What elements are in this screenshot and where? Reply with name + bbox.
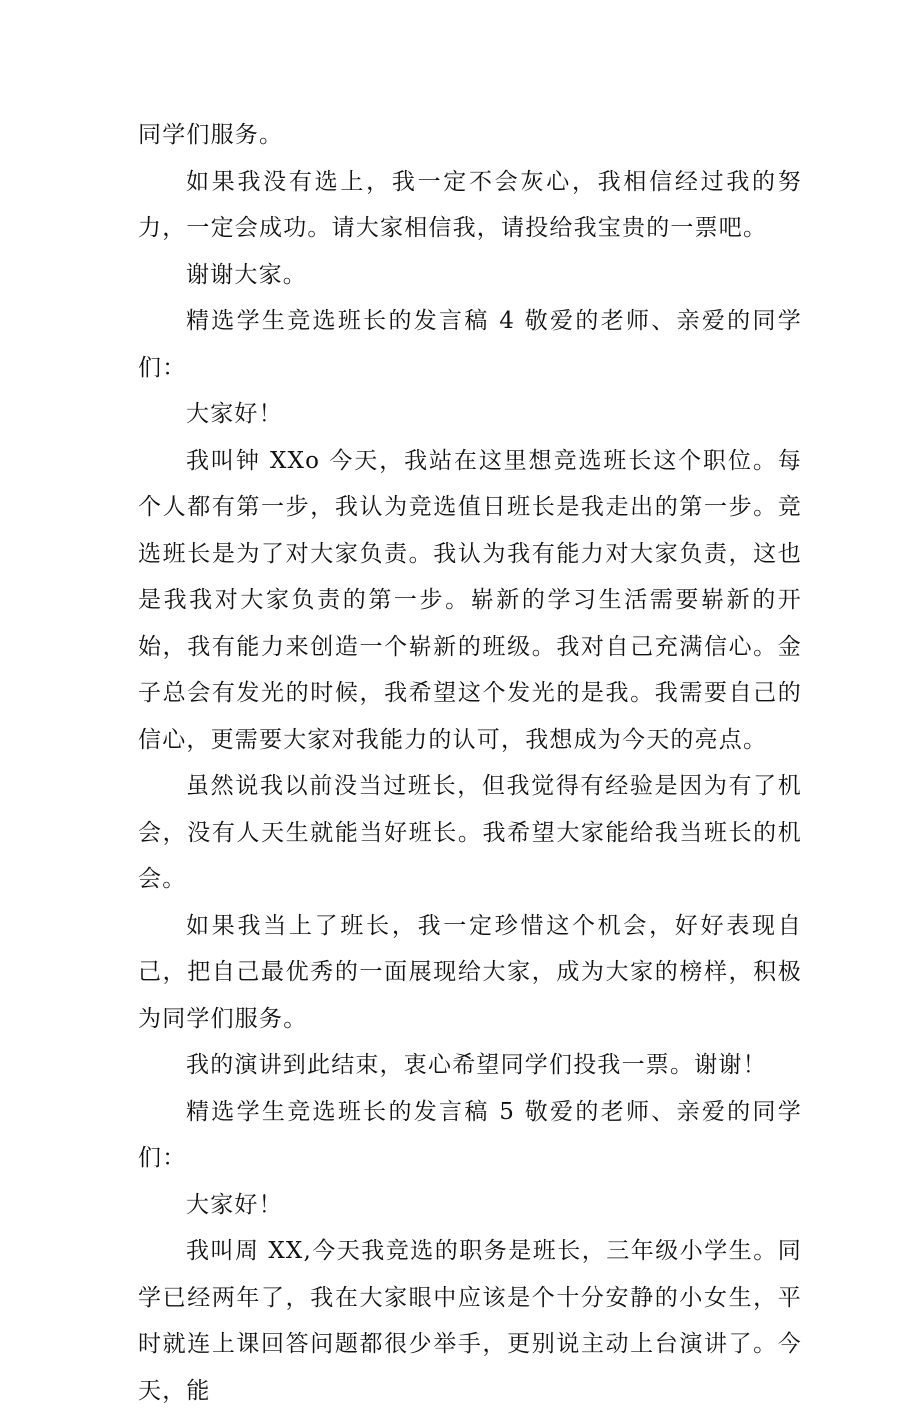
paragraph-3: 谢谢大家。	[186, 261, 307, 288]
paragraph-6: 我叫钟 XXo 今天，我站在这里想竞选班长这个职位。每个人都有第一步，我认为竞选值日班长是我走出的第一步。竞选班长是为了对大家负责。我认为我有能力对大家负责，这也是我我对大家负责的第一步。崭新的学习生活需要崭新的开始，我有能力来创造一个崭新的班级。我对自己充满信心。金子总会有发光的时候，我希望这个发光的是我。我需要自己的信心，更需要大家对我能力的认可，我想成为今天的亮点。	[138, 447, 802, 753]
paragraph-8: 如果我当上了班长，我一定珍惜这个机会，好好表现自己，把自己最优秀的一面展现给大家，成为大家的榜样，积极为同学们服务。	[138, 912, 802, 1032]
paragraph-7: 虽然说我以前没当过班长，但我觉得有经验是因为有了机会，没有人天生就能当好班长。我希望大家能给我当班长的机会。	[138, 773, 802, 892]
paragraph-4-heading: 精选学生竞选班长的发言稿 4 敬爱的老师、亲爱的同学们：	[138, 308, 802, 381]
paragraph-10-heading: 精选学生竞选班长的发言稿 5 敬爱的老师、亲爱的同学们：	[138, 1098, 802, 1171]
paragraph-12: 我叫周 XX,今天我竞选的职务是班长，三年级小学生。同学已经两年了，我在大家眼中应该是个十分安静的小女生，平时就连上课回答问题都很少举手，更别说主动上台演讲了。今天，能	[138, 1238, 802, 1404]
paragraph-11-greeting: 大家好！	[186, 1191, 283, 1218]
paragraph-9: 我的演讲到此结束，衷心希望同学们投我一票。谢谢！	[186, 1052, 767, 1078]
paragraph-1: 同学们服务。	[138, 122, 284, 148]
paragraph-2: 如果我没有选上，我一定不会灰心，我相信经过我的努力，一定会成功。请大家相信我，请投给我宝贵的一票吧。	[138, 168, 802, 241]
paragraph-5-greeting: 大家好！	[186, 401, 283, 427]
document-body	[138, 112, 802, 1414]
